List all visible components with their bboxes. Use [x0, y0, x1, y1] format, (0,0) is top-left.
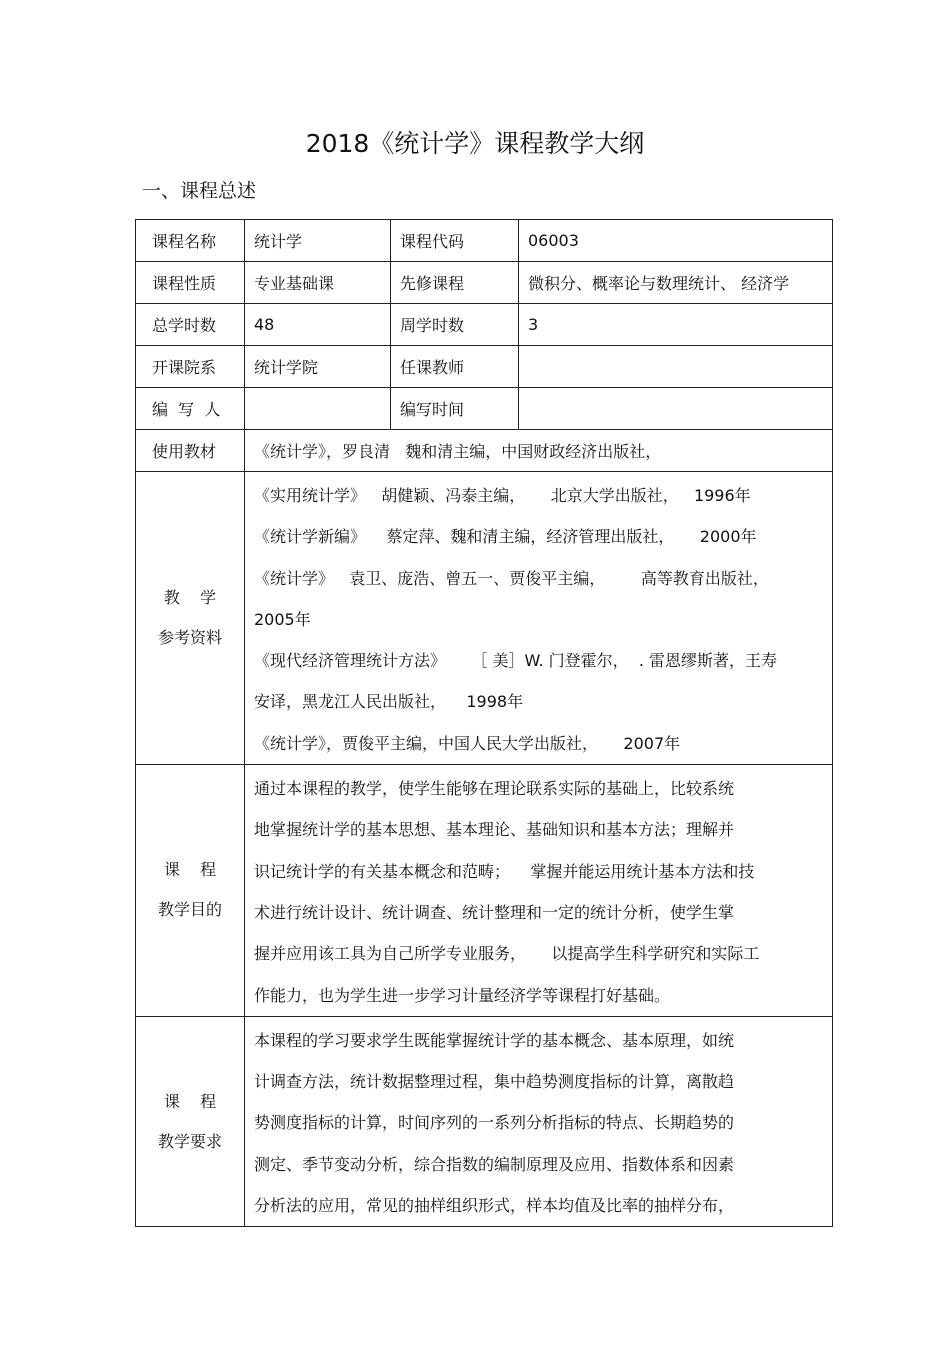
department-label: 开课院系 [136, 346, 245, 388]
references-label-line1: 教 学 [163, 588, 217, 608]
table-row [136, 346, 833, 388]
written-date-value [519, 388, 833, 430]
objectives-line: 作能力，也为学生进一步学习计量经济学等课程打好基础。 [254, 985, 671, 1005]
textbook-value: 《统计学》，罗良清 魏和清主编，中国财政经济出版社， [245, 430, 833, 472]
objectives-line: 地掌握统计学的基本思想、基本理论、基础知识和基本方法；理解并 [254, 820, 735, 840]
table-row [136, 765, 833, 1017]
department-value: 统计学院 [245, 346, 391, 388]
requirements-label [136, 1016, 245, 1226]
reference-line: 《现代经济管理统计方法》 ［ 美］W. 门登霍尔， . 雷恩缪斯著，王寿 [254, 651, 778, 671]
requirements-line: 分析法的应用，常见的抽样组织形式，样本均值及比率的抽样分布， [254, 1196, 735, 1216]
objectives-line: 通过本课程的教学，使学生能够在理论联系实际的基础上，比较系统 [254, 779, 735, 799]
table-row [136, 1016, 833, 1226]
table-row [136, 430, 833, 472]
instructor-value [519, 346, 833, 388]
total-hours-label: 总学时数 [136, 304, 245, 346]
objectives-line: 识记统计学的有关基本概念和范畴； 掌握并能运用统计基本方法和技 [254, 861, 755, 881]
objectives-text [245, 765, 833, 1017]
weekly-hours-label: 周学时数 [391, 304, 519, 346]
author-value [245, 388, 391, 430]
requirements-text [245, 1016, 833, 1226]
objectives-line: 握并应用该工具为自己所学专业服务， 以提高学生科学研究和实际工 [254, 944, 760, 964]
requirements-line: 势测度指标的计算，时间序列的一系列分析指标的特点、长期趋势的 [254, 1113, 735, 1133]
reference-line: 《统计学》，贾俊平主编，中国人民大学出版社， 2007年 [254, 733, 681, 753]
prerequisites-value: 微积分、概率论与数理统计、 经济学 [519, 262, 833, 304]
course-overview-table [135, 219, 833, 1227]
objectives-label [136, 765, 245, 1017]
course-code-label: 课程代码 [391, 220, 519, 262]
references-list [245, 472, 833, 765]
table-row [136, 388, 833, 430]
requirements-line: 测定、季节变动分析，综合指数的编制原理及应用、指数体系和因素 [254, 1154, 735, 1174]
table-row [136, 220, 833, 262]
references-label-line2: 参考资料 [157, 628, 222, 648]
objectives-line: 术进行统计设计、统计调查、统计整理和一定的统计分析，使学生掌 [254, 902, 735, 922]
objectives-label-line1: 课 程 [163, 860, 217, 880]
page-title: 2018《统计学》课程教学大纲 [305, 129, 645, 158]
course-code-value: 06003 [519, 220, 833, 262]
weekly-hours-value: 3 [519, 304, 833, 346]
course-name-label: 课程名称 [136, 220, 245, 262]
references-label [136, 472, 245, 765]
objectives-label-line2: 教学目的 [157, 900, 222, 920]
requirements-label-line1: 课 程 [163, 1091, 217, 1111]
prerequisites-label: 先修课程 [391, 262, 519, 304]
instructor-label: 任课教师 [391, 346, 519, 388]
written-date-label: 编写时间 [391, 388, 519, 430]
course-name-value: 统计学 [245, 220, 391, 262]
requirements-label-line2: 教学要求 [157, 1131, 222, 1151]
author-label: 编 写 人 [136, 388, 245, 430]
reference-line: 2005年 [254, 609, 311, 629]
course-type-value: 专业基础课 [245, 262, 391, 304]
course-type-label: 课程性质 [136, 262, 245, 304]
reference-line: 安译，黑龙江人民出版社， 1998年 [254, 692, 524, 712]
requirements-line: 计调查方法，统计数据整理过程，集中趋势测度指标的计算，离散趋 [254, 1072, 735, 1092]
table-row [136, 472, 833, 765]
textbook-label: 使用教材 [136, 430, 245, 472]
table-row [136, 262, 833, 304]
reference-line: 《实用统计学》 胡健颖、冯泰主编， 北京大学出版社， 1996年 [254, 486, 751, 505]
section-heading: 一、课程总述 [142, 180, 257, 202]
reference-line: 《统计学新编》 蔡定萍、魏和清主编，经济管理出版社， 2000年 [254, 527, 757, 547]
reference-line: 《统计学》 袁卫、庞浩、曾五一、贾俊平主编， 高等教育出版社， [254, 568, 769, 588]
total-hours-value: 48 [245, 304, 391, 346]
table-row [136, 304, 833, 346]
requirements-line: 本课程的学习要求学生既能掌握统计学的基本概念、基本原理，如统 [254, 1030, 735, 1050]
